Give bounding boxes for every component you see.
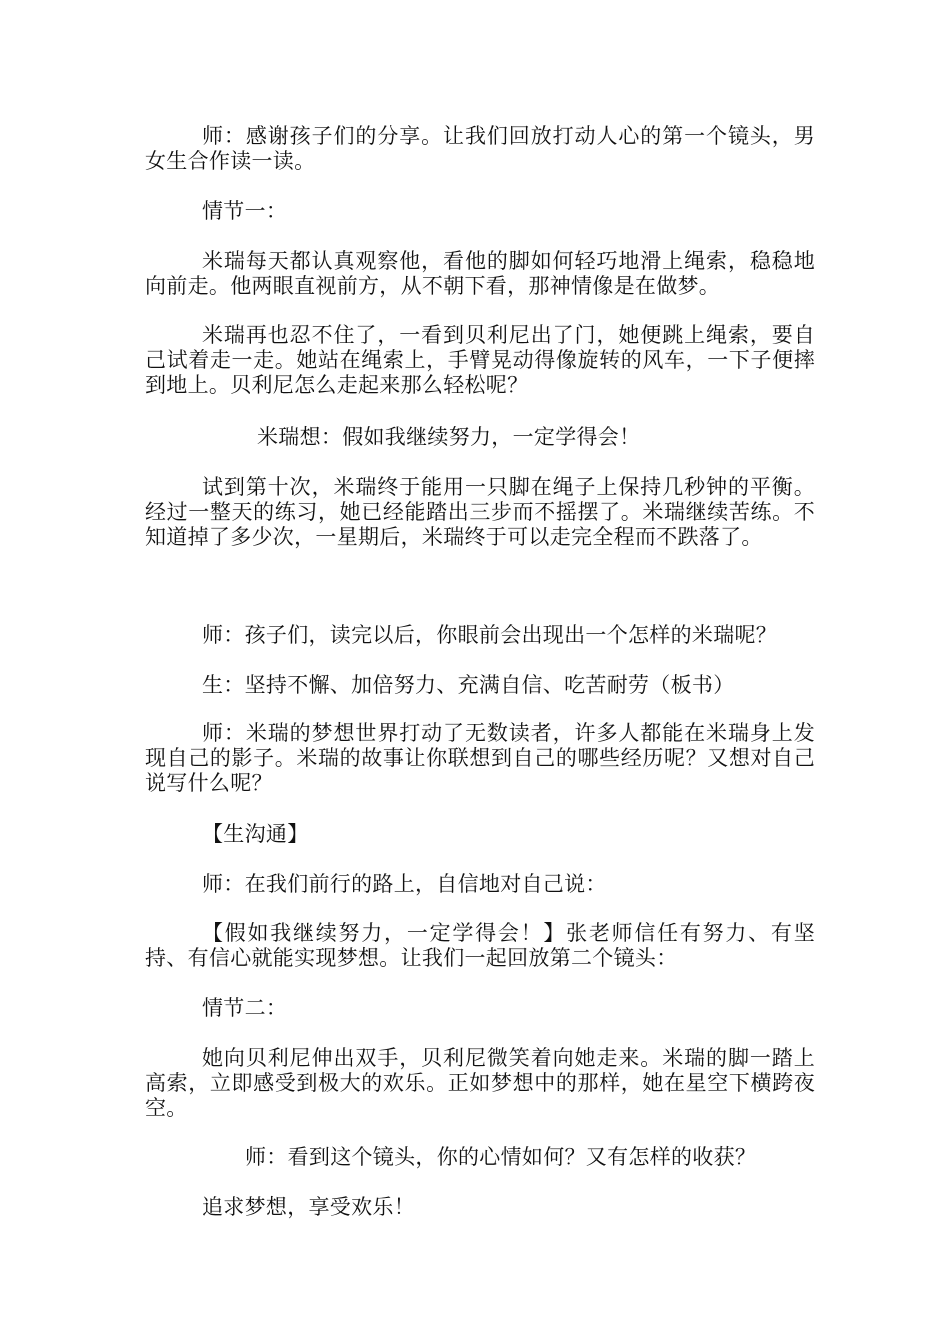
paragraph-tenth-try: 试到第十次，米瑞终于能用一只脚在绳子上保持几秒钟的平衡。经过一整天的练习，她已经能踏出三步而不摇摆了。米瑞继续苦练。不知道掉了多少次，一星期后，米瑞终于可以走完全程而不跌落了。	[145, 475, 815, 549]
paragraph-plot-one-heading: 情节一：	[202, 199, 288, 223]
paragraph-miri-thinks: 米瑞想：假如我继续努力，一定学得会！	[257, 425, 641, 449]
paragraph-teacher-dream-world: 师：米瑞的梦想世界打动了无数读者，许多人都能在米瑞身上发现自己的影子。米瑞的故事让你联想到自己的哪些经历呢？又想对自己说写什么呢？	[145, 721, 815, 795]
paragraph-teacher-question: 师：孩子们，读完以后，你眼前会出现出一个怎样的米瑞呢？	[202, 623, 778, 647]
paragraph-miri-reaches-out: 她向贝利尼伸出双手，贝利尼微笑着向她走来。米瑞的脚一踏上高索，立即感受到极大的欢乐。正如梦想中的那样，她在星空下横跨夜空。	[145, 1046, 815, 1120]
paragraph-pursue-dreams: 追求梦想，享受欢乐！	[202, 1195, 415, 1219]
paragraph-teacher-self-talk: 师：在我们前行的路上，自信地对自己说：	[202, 872, 607, 896]
paragraph-student-answer: 生：坚持不懈、加倍努力、充满自信、吃苦耐劳（板书）	[202, 673, 735, 697]
paragraph-student-communication: 【生沟通】	[202, 822, 309, 846]
paragraph-teacher-feelings: 师：看到这个镜头，你的心情如何？又有怎样的收获？	[245, 1145, 757, 1169]
document-page	[145, 0, 815, 1344]
paragraph-miri-observes: 米瑞每天都认真观察他，看他的脚如何轻巧地滑上绳索，稳稳地向前走。他两眼直视前方，从不朝下看，那神情像是在做梦。	[145, 249, 815, 298]
paragraph-keep-trying: 【假如我继续努力，一定学得会！】张老师信任有努力、有坚持、有信心就能实现梦想。让我们一起回放第二个镜头：	[145, 921, 815, 970]
paragraph-miri-tries: 米瑞再也忍不住了，一看到贝利尼出了门，她便跳上绳索，要自己试着走一走。她站在绳索上，手臂晃动得像旋转的风车，一下子便摔到地上。贝利尼怎么走起来那么轻松呢？	[145, 323, 815, 397]
paragraph-plot-two-heading: 情节二：	[202, 996, 288, 1020]
paragraph-teacher-thanks: 师：感谢孩子们的分享。让我们回放打动人心的第一个镜头，男女生合作读一读。	[145, 124, 815, 173]
